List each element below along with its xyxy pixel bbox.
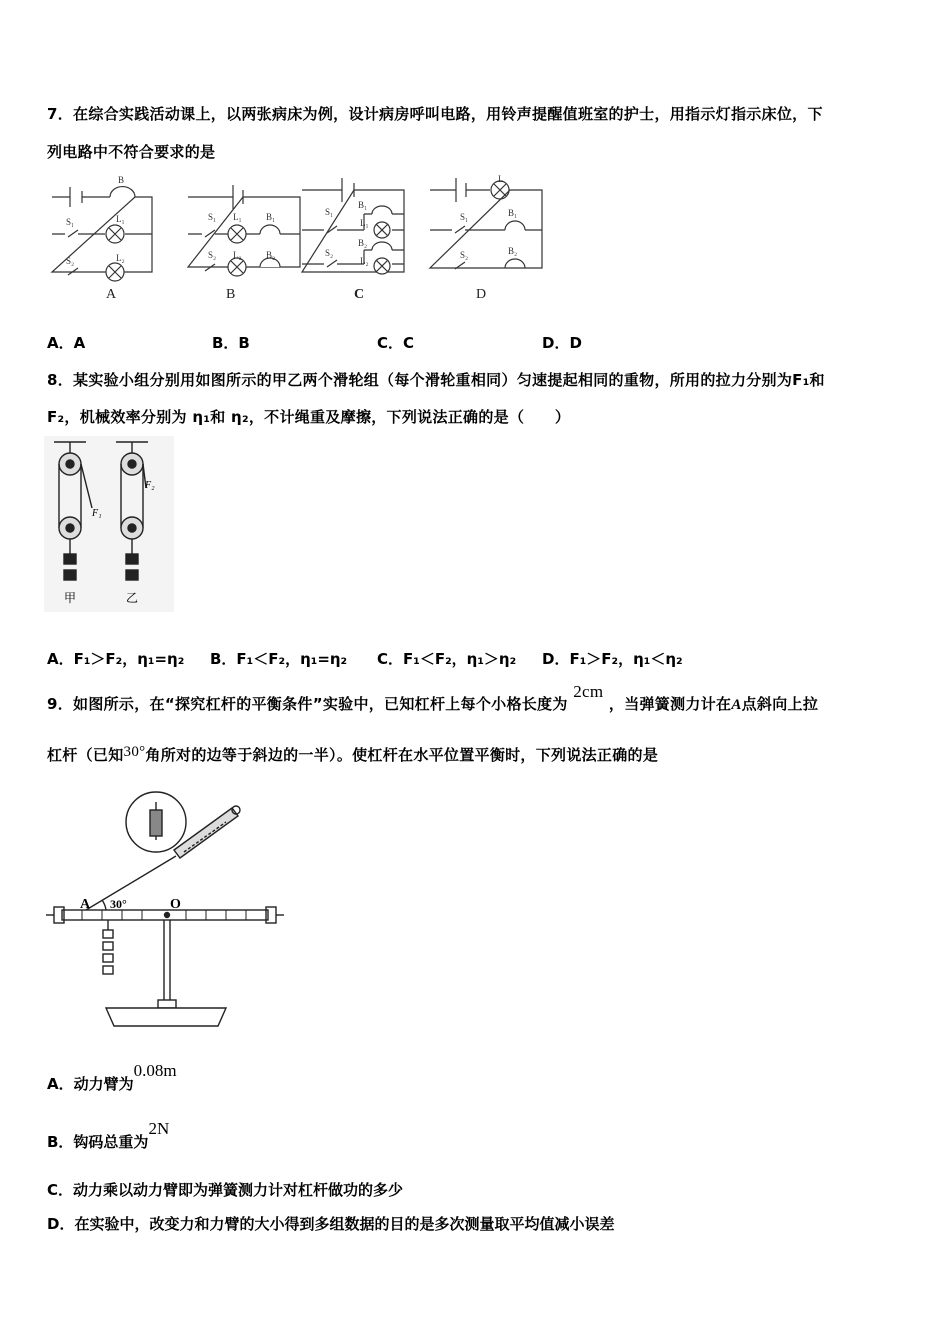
circuit-label-c: C	[354, 287, 365, 302]
lever-angle-label: 30°	[110, 897, 127, 911]
svg-text:L: L	[498, 174, 504, 184]
q9-option-d[interactable]: D．在实验中，改变力和力臂的大小得到多组数据的目的是多次测量取平均值减小误差	[47, 1215, 615, 1233]
q9-angle: 30°	[123, 744, 146, 760]
q7-option-d[interactable]: D．D	[542, 334, 582, 352]
svg-text:S₁: S₁	[66, 217, 75, 227]
pulley-label-yi: 乙	[126, 591, 139, 605]
svg-text:B₁: B₁	[508, 208, 518, 218]
q8-stem-line2: F₂，机械效率分别为 η₁和 η₂，不计绳重及摩擦，下列说法正确的是（ ）	[47, 408, 571, 426]
svg-text:B₂: B₂	[508, 246, 518, 256]
q7-stem-line2: 列电路中不符合要求的是	[47, 143, 216, 161]
q9-stem-line2	[47, 744, 658, 765]
q9-option-b-value: 2N	[148, 1119, 170, 1138]
svg-text:L₁: L₁	[233, 212, 242, 222]
q8-pulley-figure	[44, 436, 174, 612]
q9-option-b[interactable]	[47, 1119, 170, 1152]
q7-option-c[interactable]: C．C	[377, 334, 415, 352]
svg-text:B: B	[118, 175, 125, 185]
q7-circuit-diagrams	[40, 172, 560, 307]
svg-text:B₂: B₂	[358, 238, 368, 248]
circuit-label-a: A	[106, 287, 117, 302]
lever-label-a: A	[80, 897, 91, 912]
q7-stem-line1: 7．在综合实践活动课上，以两张病床为例，设计病房呼叫电路，用铃声提醒值班室的护士，用指示灯指示床位，下	[47, 105, 823, 123]
q9-option-a-value: 0.08m	[133, 1061, 177, 1080]
svg-text:B₁: B₁	[358, 200, 368, 210]
svg-text:B₂: B₂	[266, 250, 276, 260]
lever-label-o: O	[170, 897, 181, 912]
circuit-b	[188, 185, 300, 276]
q7-option-a[interactable]: A．A	[47, 334, 86, 352]
svg-text:S₁: S₁	[208, 212, 217, 222]
pulley-label-jia: 甲	[64, 591, 77, 605]
svg-text:S₁: S₁	[460, 212, 469, 222]
q9-stem2-part2: 角所对的边等于斜边的一半）。使杠杆在水平位置平衡时，下列说法正确的是	[145, 746, 659, 764]
q9-unit-length: 2cm	[573, 682, 604, 701]
svg-text:S₁: S₁	[325, 207, 334, 217]
circuit-a	[52, 187, 152, 281]
circuit-label-b: B	[226, 287, 236, 302]
circuit-label-d: D	[476, 287, 487, 302]
svg-text:S₂: S₂	[208, 250, 217, 260]
q9-stem-part2: ，当弹簧测力计在	[608, 695, 732, 713]
q9-option-b-text: B．钩码总重为	[47, 1133, 149, 1151]
svg-text:L₁: L₁	[360, 218, 369, 228]
q9-option-a-text: A．动力臂为	[47, 1075, 134, 1093]
svg-text:B₁: B₁	[266, 212, 276, 222]
svg-text:L₂: L₂	[116, 253, 125, 263]
q9-stem-part3: 点斜向上拉	[741, 695, 819, 713]
q8-option-b[interactable]: B．F₁＜F₂，η₁=η₂	[210, 650, 348, 668]
svg-text:S₂: S₂	[325, 248, 334, 258]
q9-option-a[interactable]	[47, 1061, 177, 1094]
svg-text:S₂: S₂	[460, 250, 469, 260]
q9-lever-figure	[46, 782, 286, 1032]
q8-option-a[interactable]: A．F₁＞F₂，η₁=η₂	[47, 650, 185, 668]
q9-stem-part1: 9．如图所示，在“探究杠杆的平衡条件”实验中，已知杠杆上每个小格长度为	[47, 695, 568, 713]
svg-text:L₂: L₂	[233, 250, 242, 260]
q9-option-c[interactable]: C．动力乘以动力臂即为弹簧测力计对杠杆做功的多少	[47, 1181, 404, 1199]
q7-option-b[interactable]: B．B	[212, 334, 250, 352]
q9-stem-line1	[47, 682, 819, 714]
q8-stem-line1: 8．某实验小组分别用如图所示的甲乙两个滑轮组（每个滑轮重相同）匀速提起相同的重物，所用的拉力分别为F₁和	[47, 371, 825, 389]
force-label-f2: F₂	[145, 480, 155, 491]
circuit-c	[302, 178, 404, 274]
q9-stem2-part1: 杠杆（已知	[47, 746, 124, 764]
svg-text:S₂: S₂	[66, 256, 75, 266]
circuit-d	[430, 178, 542, 269]
q8-option-c[interactable]: C．F₁＜F₂，η₁＞η₂	[377, 650, 517, 668]
svg-text:L₂: L₂	[360, 256, 369, 266]
q9-point-a: A	[731, 697, 742, 713]
q8-option-d[interactable]: D．F₁＞F₂，η₁＜η₂	[542, 650, 683, 668]
svg-text:L₁: L₁	[116, 214, 125, 224]
force-label-f1: F₁	[92, 508, 102, 519]
